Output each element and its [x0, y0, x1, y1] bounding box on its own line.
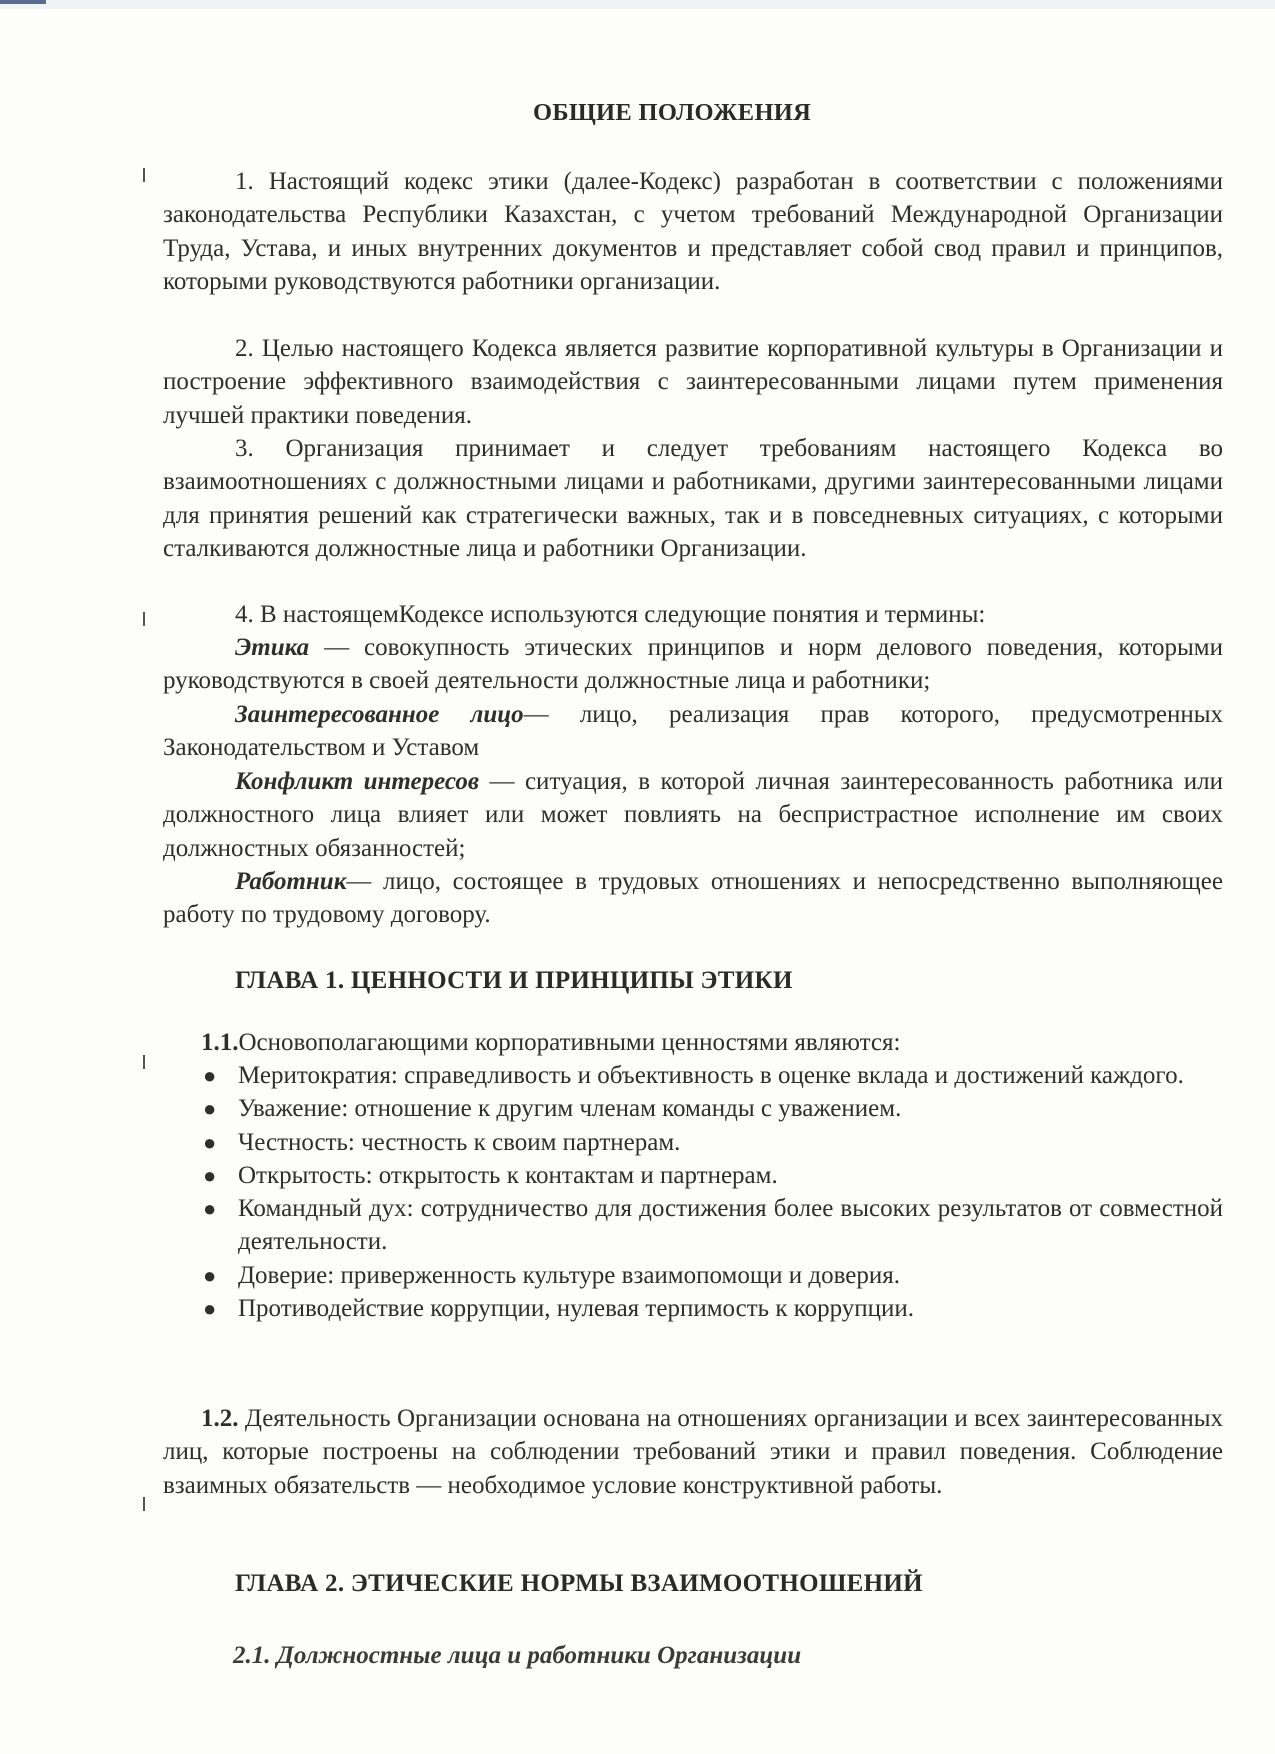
section-number: 1.2. [201, 1405, 239, 1432]
bullet-icon: ● [203, 1129, 217, 1155]
term-definition: — лицо, состоящее в трудовых отношениях и непосредственно выполняющее работу по трудовому договору. [163, 868, 1223, 929]
list-item: ● Доверие: приверженность культуре взаимопомощи и доверия. [203, 1259, 1223, 1292]
term-label: Этика [235, 634, 310, 661]
list-item: ● Честность: честность к своим партнерам. [203, 1126, 1223, 1159]
term-stakeholder [163, 698, 1223, 765]
term-label: Конфликт интересов [235, 768, 480, 795]
intro-paragraph-1: 1. Настоящий кодекс этики (далее-Кодекс) разработан в соответствии с положениями законодательства Республики Казахстан, с учетом требований Международной Организации Труда, Устава, и иных внутренних документов и представляет собой свод правил и принципов, которыми руководствуются работники организации. [163, 168, 1223, 295]
list-item: ● Меритократия: справедливость и объективность в оценке вклада и достижений каждого. [203, 1059, 1223, 1092]
section-text: Деятельность Организации основана на отношениях организации и всех заинтересованных лиц, которые построены на соблюдении требований этики и правил поведения. Соблюдение взаимных обязательств — необходимое условие конструктивной работы. [163, 1405, 1223, 1499]
bullet-icon: ● [203, 1063, 217, 1088]
bullet-icon: ● [203, 1262, 217, 1288]
list-item: ● Командный дух: сотрудничество для достижения более высоких результатов от совместной деятельности. [203, 1192, 1223, 1259]
section-2-1-heading: 2.1. Должностные лица и работники Организации [233, 1642, 802, 1669]
intro-paragraph-2: 2. Целью настоящего Кодекса является развитие корпоративной культуры в Организации и построение эффективного взаимодействия с заинтересованными лицами путем применения лучшей практики поведения. [163, 335, 1223, 429]
margin-mark [143, 1055, 145, 1069]
intro-paragraph-3: 3. Организация принимает и следует требованиям настоящего Кодекса во взаимоотношениях с должностными лицами и работниками, другими заинтересованными лицами для принятия решений как стратегически важных, так и в повседневных ситуациях, с которыми сталкиваются должностные лица и работники Организации. [163, 435, 1223, 562]
term-employee [163, 865, 1223, 932]
margin-mark [143, 612, 145, 626]
intro-paragraph-4: 4. В настоящемКодексе используются следующие понятия и термины: [235, 601, 986, 628]
scan-edge [0, 0, 1275, 9]
list-item: ● Уважение: отношение к другим членам команды с уважением. [203, 1092, 1223, 1125]
section-number: 1.1. [201, 1029, 239, 1056]
margin-mark [143, 1497, 145, 1511]
scan-corner-mark [0, 0, 46, 4]
list-item: ● Противодействие коррупции, нулевая терпимость к коррупции. [203, 1292, 1223, 1325]
bullet-icon: ● [203, 1196, 217, 1222]
section-1-1 [201, 1026, 1223, 1059]
term-definition: — совокупность этических принципов и норм делового поведения, которыми руководствуются в своей деятельности должностные лица и работники; [163, 634, 1223, 695]
term-conflict-of-interest [163, 765, 1223, 865]
page-title: ОБЩИЕ ПОЛОЖЕНИЯ [533, 99, 812, 126]
term-ethics [163, 631, 1223, 698]
list-item: ● Открытость: открытость к контактам и партнерам. [203, 1159, 1223, 1192]
bullet-icon: ● [203, 1162, 217, 1188]
margin-mark [143, 168, 145, 182]
chapter-2-heading: ГЛАВА 2. ЭТИЧЕСКИЕ НОРМЫ ВЗАИМООТНОШЕНИЙ [235, 1570, 923, 1597]
term-definition: — ситуация, в которой личная заинтересованность работника или должностного лица влияет или может повлиять на беспристрастное исполнение им своих должностных обязанностей; [163, 768, 1223, 862]
section-text: Основополагающими корпоративными ценностями являются: [238, 1029, 901, 1056]
chapter-1-heading: ГЛАВА 1. ЦЕННОСТИ И ПРИНЦИПЫ ЭТИКИ [235, 967, 793, 994]
section-1-2 [163, 1402, 1223, 1502]
values-list [203, 1059, 1223, 1325]
term-definition: — лицо, реализация прав которого, предусмотренных Законодательством и Уставом [163, 701, 1223, 762]
bullet-icon: ● [203, 1296, 217, 1322]
term-label: Заинтересованное лицо [235, 701, 524, 728]
bullet-icon: ● [203, 1096, 217, 1122]
term-label: Работник [235, 868, 347, 895]
